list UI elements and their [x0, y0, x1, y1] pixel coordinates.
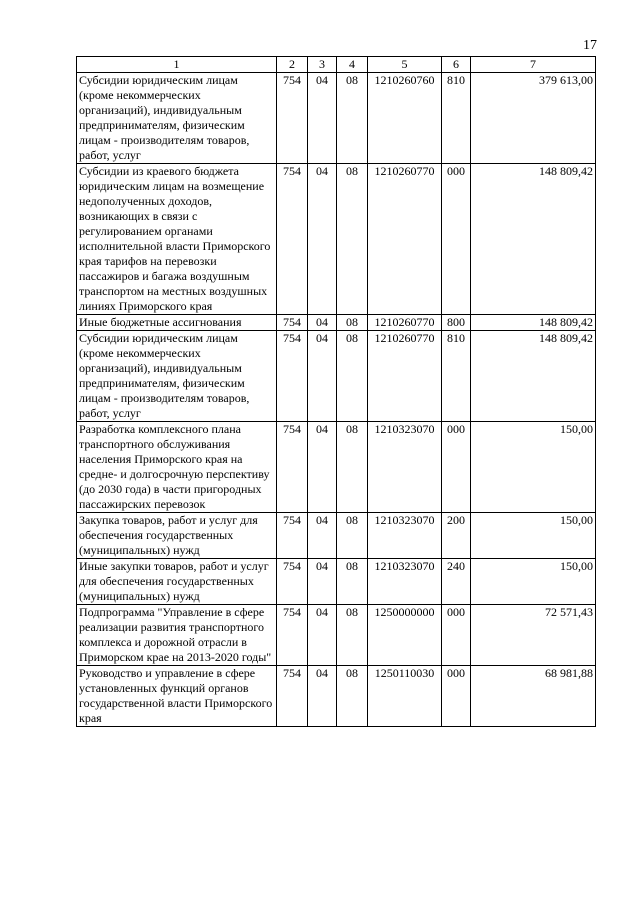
amount: 148 809,42: [471, 315, 596, 331]
amount: 379 613,00: [471, 73, 596, 164]
expense-type-code: 800: [442, 315, 471, 331]
row-description: Субсидии юридическим лицам (кроме некоммерческих организаций), индивидуальным предпринимателям, физическим лицам - производителям товаров, работ, услуг: [77, 73, 277, 164]
ministry-code: 754: [277, 315, 308, 331]
subsection-code: 08: [337, 73, 368, 164]
column-header-4: 4: [337, 57, 368, 73]
section-code: 04: [308, 513, 337, 559]
column-header-7: 7: [471, 57, 596, 73]
amount: 150,00: [471, 513, 596, 559]
subsection-code: 08: [337, 422, 368, 513]
table-row: [77, 422, 596, 513]
target-article-code: 1210260760: [368, 73, 442, 164]
expense-type-code: 000: [442, 666, 471, 727]
row-description: Субсидии из краевого бюджета юридическим лицам на возмещение недополученных доходов, возникающих в связи с регулированием органами исполнительной власти Приморского края тарифов на перевозки пассажиров и багажа воздушным транспортом на местных воздушных линиях Приморского края: [77, 164, 277, 315]
target-article-code: 1210323070: [368, 513, 442, 559]
subsection-code: 08: [337, 666, 368, 727]
row-description: Руководство и управление в сфере установленных функций органов государственной власти Приморского края: [77, 666, 277, 727]
table-row: [77, 605, 596, 666]
amount: 72 571,43: [471, 605, 596, 666]
row-description: Закупка товаров, работ и услуг для обеспечения государственных (муниципальных) нужд: [77, 513, 277, 559]
target-article-code: 1210260770: [368, 164, 442, 315]
expense-type-code: 000: [442, 422, 471, 513]
table-row: [77, 315, 596, 331]
row-description: Иные бюджетные ассигнования: [77, 315, 277, 331]
table-row: [77, 559, 596, 605]
ministry-code: 754: [277, 513, 308, 559]
subsection-code: 08: [337, 559, 368, 605]
table-row: [77, 331, 596, 422]
section-code: 04: [308, 559, 337, 605]
column-header-5: 5: [368, 57, 442, 73]
subsection-code: 08: [337, 164, 368, 315]
table-row: [77, 164, 596, 315]
target-article-code: 1250110030: [368, 666, 442, 727]
table-row: [77, 73, 596, 164]
row-description: Субсидии юридическим лицам (кроме некоммерческих организаций), индивидуальным предпринимателям, физическим лицам - производителям товаров, работ, услуг: [77, 331, 277, 422]
column-header-3: 3: [308, 57, 337, 73]
ministry-code: 754: [277, 422, 308, 513]
row-description: Разработка комплексного плана транспортного обслуживания населения Приморского края на средне- и долгосрочную перспективу (до 2030 года) в части пригородных пассажирских перевозок: [77, 422, 277, 513]
section-code: 04: [308, 331, 337, 422]
page-number: 17: [583, 38, 597, 53]
target-article-code: 1210323070: [368, 422, 442, 513]
amount: 148 809,42: [471, 331, 596, 422]
subsection-code: 08: [337, 513, 368, 559]
subsection-code: 08: [337, 331, 368, 422]
amount: 148 809,42: [471, 164, 596, 315]
ministry-code: 754: [277, 331, 308, 422]
row-description: Подпрограмма "Управление в сфере реализации развития транспортного комплекса и дорожной отрасли в Приморском крае на 2013-2020 годы": [77, 605, 277, 666]
expense-type-code: 810: [442, 73, 471, 164]
subsection-code: 08: [337, 605, 368, 666]
target-article-code: 1210260770: [368, 331, 442, 422]
expense-type-code: 000: [442, 605, 471, 666]
ministry-code: 754: [277, 605, 308, 666]
ministry-code: 754: [277, 164, 308, 315]
amount: 150,00: [471, 559, 596, 605]
expense-type-code: 200: [442, 513, 471, 559]
budget-table: [76, 56, 596, 727]
section-code: 04: [308, 73, 337, 164]
section-code: 04: [308, 164, 337, 315]
ministry-code: 754: [277, 73, 308, 164]
target-article-code: 1250000000: [368, 605, 442, 666]
section-code: 04: [308, 605, 337, 666]
section-code: 04: [308, 666, 337, 727]
amount: 68 981,88: [471, 666, 596, 727]
ministry-code: 754: [277, 559, 308, 605]
ministry-code: 754: [277, 666, 308, 727]
subsection-code: 08: [337, 315, 368, 331]
section-code: 04: [308, 315, 337, 331]
section-code: 04: [308, 422, 337, 513]
target-article-code: 1210260770: [368, 315, 442, 331]
column-header-6: 6: [442, 57, 471, 73]
header-row: [77, 57, 596, 73]
row-description: Иные закупки товаров, работ и услуг для обеспечения государственных (муниципальных) нужд: [77, 559, 277, 605]
expense-type-code: 810: [442, 331, 471, 422]
expense-type-code: 240: [442, 559, 471, 605]
target-article-code: 1210323070: [368, 559, 442, 605]
column-header-2: 2: [277, 57, 308, 73]
expense-type-code: 000: [442, 164, 471, 315]
amount: 150,00: [471, 422, 596, 513]
table-row: [77, 513, 596, 559]
column-header-1: 1: [77, 57, 277, 73]
table-row: [77, 666, 596, 727]
